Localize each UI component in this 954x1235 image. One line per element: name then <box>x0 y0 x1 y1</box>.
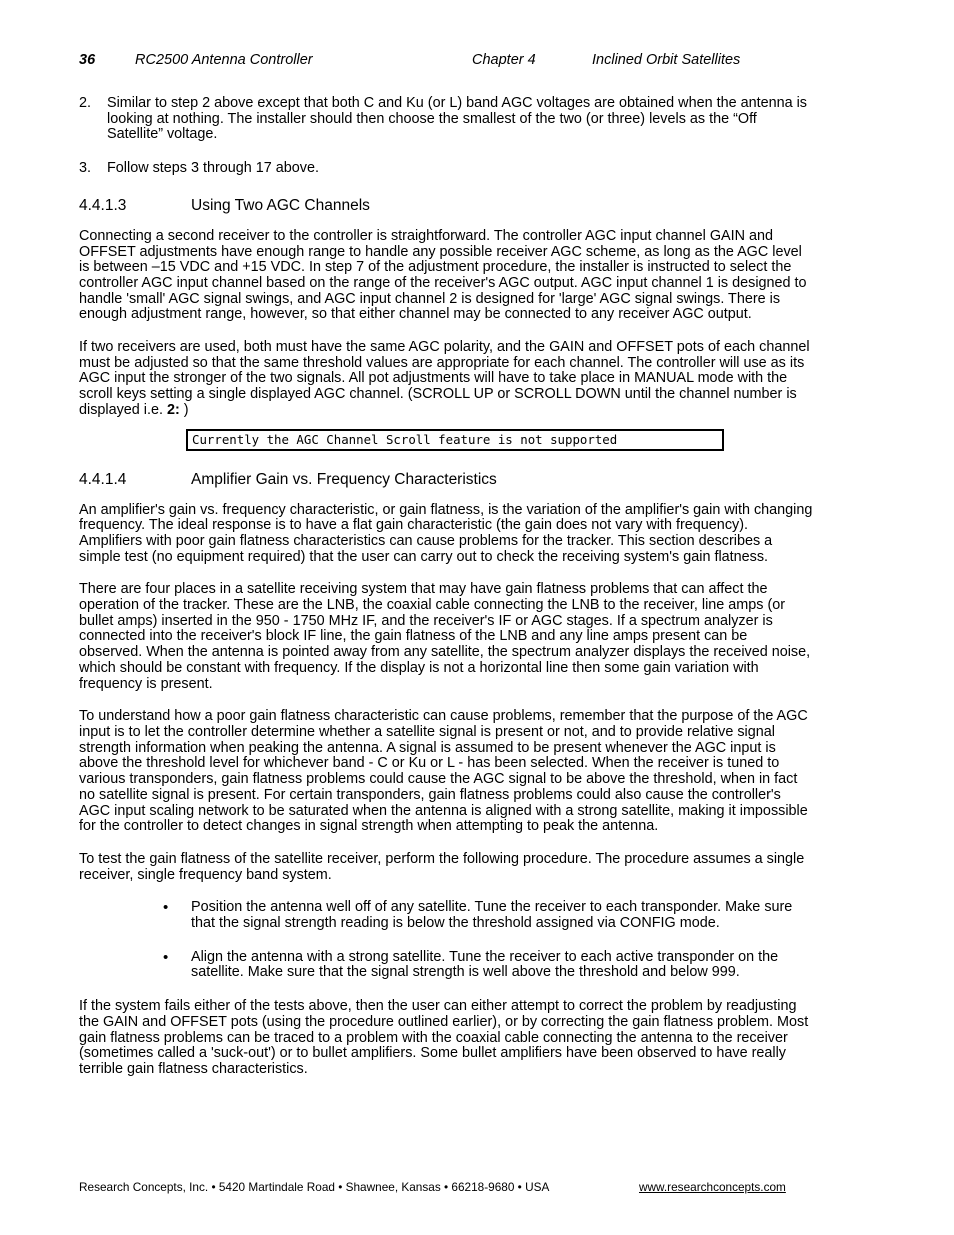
bullet-dot: • <box>163 899 169 917</box>
paragraph: To understand how a poor gain flatness characteristic can cause problems, remember that the purpose of the AGC input is to let the controller determine whether a satellite signal is present or not, and to provide relative signal strength information when peaking the antenna. A signal is assumed to be present whenever the AGC input is above the threshold level for whichever band - C or Ku or L - has been selected. When the receiver is tuned to various transponders, gain flatness problems could cause the AGC signal to be above the threshold, when in fact no satellite signal is present. For certain transponders, gain flatness problems could also cause the controller's AGC input scaling network to be saturated when the antenna is aligned with a strong satellite, making it impossible for the controller to detect changes in signal strength when attempting to peak the antenna. <box>79 708 808 835</box>
chapter-title: Inclined Orbit Satellites <box>592 52 741 68</box>
paragraph: If the system fails either of the tests above, then the user can either attempt to correct the problem by readjusting the GAIN and OFFSET pots (using the procedure outlined earlier), or by correcting the gain flatness problem. Most gain flatness problems can be traced to a problem with the coaxial cable connecting the antenna to the receiver (sometimes called a 'suck-out') or to bullet amplifiers. Some bullet amplifiers have been observed to have really terrible gain flatness characteristics. <box>79 998 809 1077</box>
channel-example: 2: <box>167 401 180 418</box>
paragraph <box>79 340 814 419</box>
paragraph-end: ) <box>179 401 189 418</box>
bullet-text: Align the antenna with a strong satellite. Tune the receiver to each active transponder on the satellite. Make sure that the signal strength is well above the threshold and below 999. <box>191 948 779 981</box>
step-number: 3. <box>79 160 92 177</box>
page-body <box>79 96 814 1095</box>
paragraph-text: If two receivers are used, both must have the same AGC polarity, and the GAIN and OFFSET pots of each channel must be adjusted so that the same threshold values are appropriate for each channel. The controller will use as its AGC input the stronger of the two signals. All pot adjustments will have to take place in MANUAL mode with the scroll keys setting a single displayed AGC channel. (SCROLL UP or SCROLL DOWN until the channel number is displayed i.e. <box>79 339 810 418</box>
step-3 <box>79 161 814 177</box>
paragraph: An amplifier's gain vs. frequency characteristic, or gain flatness, is the variation of the amplifier's gain with changing frequency. The ideal response is to have a flat gain characteristic (the gain does not vary with frequency). Amplifiers with poor gain flatness characteristics can cause problems for the tracker. This section describes a simple test (no equipment required) that the user can carry out to check the receiving system's gain flatness. <box>79 501 813 565</box>
section-title: Amplifier Gain vs. Frequency Characteristics <box>191 470 497 488</box>
section-number: 4.4.1.4 <box>79 470 127 488</box>
step-text: Similar to step 2 above except that both C and Ku (or L) band AGC voltages are obtained when the antenna is looking at nothing. The installer should then choose the smallest of the two (or three) levels as the “Off Satellite” voltage. <box>107 95 807 143</box>
website-link[interactable]: www.researchconcepts.com <box>639 1180 786 1194</box>
chapter-label: Chapter 4 <box>472 52 536 68</box>
page-header <box>0 52 954 72</box>
section-heading-gain-flatness <box>79 471 814 489</box>
page-number: 36 <box>79 52 96 68</box>
section-title: Using Two AGC Channels <box>191 196 370 214</box>
paragraph: To test the gain flatness of the satellite receiver, perform the following procedure. The procedure assumes a single receiver, single frequency band system. <box>79 850 805 883</box>
product-name: RC2500 Antenna Controller <box>135 52 313 68</box>
footer-address: Research Concepts, Inc. • 5420 Martindale Road • Shawnee, Kansas • 66218-9680 • USA <box>79 1180 550 1194</box>
step-number: 2. <box>79 95 92 111</box>
step-text: Follow steps 3 through 17 above. <box>107 160 319 177</box>
step-2 <box>79 96 814 143</box>
section-number: 4.4.1.3 <box>79 196 127 214</box>
bullet-item <box>163 948 814 981</box>
paragraph: Connecting a second receiver to the controller is straightforward. The controller AGC input channel GAIN and OFFSET adjustments have enough range to handle any possible receiver AGC scheme, as long as the AGC level is between –15 VDC and +15 VDC. In step 7 of the adjustment procedure, the installer is instructed to select the controller AGC input channel based on the range of the receiver's AGC output. AGC input channel 1 is designed to handle 'small' AGC signal swings, and AGC input channel 2 is designed for 'large' AGC signal swings. There is enough adjustment range, however, so that either channel may be connected to any receiver AGC output. <box>79 227 807 323</box>
page-footer <box>0 1180 954 1196</box>
section-heading-two-agc <box>79 197 814 215</box>
bullet-text: Position the antenna well off of any satellite. Tune the receiver to each transponder. Make sure that the signal strength reading is below the threshold assigned via CONFIG mode. <box>191 899 793 932</box>
bullet-dot: • <box>163 948 169 966</box>
bullet-item <box>163 899 814 932</box>
notice-box: Currently the AGC Channel Scroll feature is not supported <box>186 429 724 451</box>
paragraph: There are four places in a satellite receiving system that may have gain flatness problems that can affect the operation of the tracker. These are the LNB, the coaxial cable connecting the LNB to the receiver, line amps (or bullet amps) inserted in the 950 - 1750 MHz IF, and the receiver's IF or AGC stages. If a spectrum analyzer is connected into the receiver's block IF line, the gain flatness of the LNB and any line amps present can be observed. When the antenna is pointed away from any satellite, the spectrum analyzer displays the received noise, which should be constant with frequency. If the display is not a horizontal line then some gain variation with frequency is present. <box>79 581 811 692</box>
